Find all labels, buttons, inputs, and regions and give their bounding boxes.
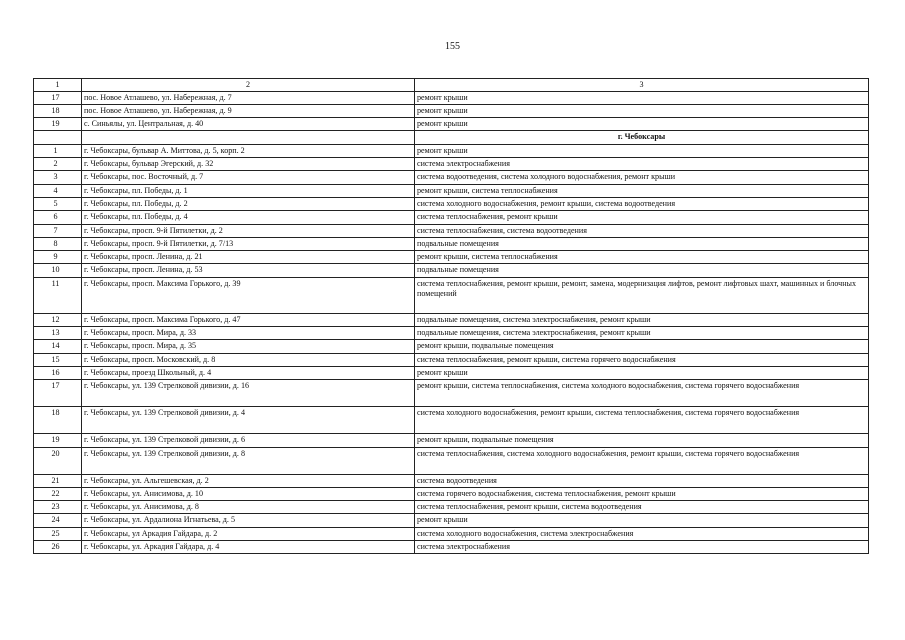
table-row: [34, 313, 869, 326]
table-row: [34, 158, 869, 171]
row-number-cell: 8: [34, 237, 82, 250]
address-cell: г. Чебоксары, просп. Максима Горького, д. 39: [82, 277, 415, 313]
address-cell: г. Чебоксары, просп. Мира, д. 35: [82, 340, 415, 353]
work-type-cell: ремонт крыши, подвальные помещения: [415, 434, 869, 447]
address-cell: г. Чебоксары, пл. Победы, д. 1: [82, 184, 415, 197]
work-type-cell: подвальные помещения, система электроснабжения, ремонт крыши: [415, 313, 869, 326]
address-cell: г. Чебоксары, пл. Победы, д. 4: [82, 211, 415, 224]
work-type-cell: система водоотведения: [415, 474, 869, 487]
table-row: [34, 264, 869, 277]
address-cell: г. Чебоксары, просп. Ленина, д. 21: [82, 251, 415, 264]
table-header-row: [34, 79, 869, 92]
work-type-cell: подвальные помещения: [415, 237, 869, 250]
section-empty-cell: [34, 131, 82, 144]
address-cell: г. Чебоксары, ул. Ардалиона Игнатьева, д. 5: [82, 514, 415, 527]
work-type-cell: система теплоснабжения, ремонт крыши, система горячего водоснабжения: [415, 353, 869, 366]
address-cell: г. Чебоксары, просп. Ленина, д. 53: [82, 264, 415, 277]
address-cell: г. Чебоксары, ул. 139 Стрелковой дивизии, д. 4: [82, 407, 415, 434]
table-row: [34, 447, 869, 474]
header-cell-col3: 3: [415, 79, 869, 92]
work-type-cell: ремонт крыши: [415, 91, 869, 104]
row-number-cell: 12: [34, 313, 82, 326]
table-row: [34, 340, 869, 353]
table-row: [34, 171, 869, 184]
address-cell: пос. Новое Атлашево, ул. Набережная, д. 7: [82, 91, 415, 104]
table-row: [34, 104, 869, 117]
row-number-cell: 17: [34, 91, 82, 104]
address-cell: г. Чебоксары, ул. Анисимова, д. 8: [82, 501, 415, 514]
table-row: [34, 197, 869, 210]
table-row: [34, 366, 869, 379]
address-cell: г. Чебоксары, ул. 139 Стрелковой дивизии, д. 16: [82, 380, 415, 407]
work-type-cell: ремонт крыши, подвальные помещения: [415, 340, 869, 353]
row-number-cell: 26: [34, 541, 82, 554]
row-number-cell: 19: [34, 434, 82, 447]
address-cell: г. Чебоксары, просп. Московский, д. 8: [82, 353, 415, 366]
row-number-cell: 14: [34, 340, 82, 353]
work-type-cell: система теплоснабжения, ремонт крыши, ремонт, замена, модернизация лифтов, ремонт лифтовых шахт, машинных и блочных помещений: [415, 277, 869, 313]
table-row: [34, 184, 869, 197]
row-number-cell: 5: [34, 197, 82, 210]
work-type-cell: система теплоснабжения, ремонт крыши, система водоотведения: [415, 501, 869, 514]
address-cell: пос. Новое Атлашево, ул. Набережная, д. 9: [82, 104, 415, 117]
header-cell-col2: 2: [82, 79, 415, 92]
address-cell: г. Чебоксары, просп. Максима Горького, д. 47: [82, 313, 415, 326]
row-number-cell: 17: [34, 380, 82, 407]
table-row: [34, 407, 869, 434]
table-row: [34, 224, 869, 237]
work-type-cell: система теплоснабжения, система водоотведения: [415, 224, 869, 237]
row-number-cell: 18: [34, 104, 82, 117]
table-row: [34, 474, 869, 487]
row-number-cell: 10: [34, 264, 82, 277]
work-type-cell: ремонт крыши: [415, 514, 869, 527]
address-cell: с. Синьялы, ул. Центральная, д. 40: [82, 118, 415, 131]
address-cell: г. Чебоксары, ул. 139 Стрелковой дивизии, д. 8: [82, 447, 415, 474]
table-row: [34, 91, 869, 104]
row-number-cell: 4: [34, 184, 82, 197]
row-number-cell: 2: [34, 158, 82, 171]
address-cell: г. Чебоксары, ул. Анисимова, д. 10: [82, 487, 415, 500]
work-type-cell: ремонт крыши, система теплоснабжения: [415, 251, 869, 264]
address-cell: г. Чебоксары, пл. Победы, д. 2: [82, 197, 415, 210]
section-title: г. Чебоксары: [415, 131, 869, 144]
row-number-cell: 9: [34, 251, 82, 264]
work-type-cell: подвальные помещения: [415, 264, 869, 277]
work-type-cell: система теплоснабжения, система холодного водоснабжения, ремонт крыши, система горячего водоснабжения: [415, 447, 869, 474]
row-number-cell: 21: [34, 474, 82, 487]
row-number-cell: 25: [34, 527, 82, 540]
address-cell: г. Чебоксары, ул. 139 Стрелковой дивизии, д. 6: [82, 434, 415, 447]
address-cell: г. Чебоксары, бульвар Эгерский, д. 32: [82, 158, 415, 171]
address-cell: г. Чебоксары, просп. Мира, д. 33: [82, 327, 415, 340]
work-type-cell: ремонт крыши: [415, 144, 869, 157]
table-row: [34, 211, 869, 224]
table-row: [34, 527, 869, 540]
row-number-cell: 22: [34, 487, 82, 500]
row-number-cell: 24: [34, 514, 82, 527]
table-row: [34, 501, 869, 514]
work-type-cell: ремонт крыши: [415, 366, 869, 379]
address-cell: г. Чебоксары, пос. Восточный, д. 7: [82, 171, 415, 184]
repair-table: [33, 78, 869, 554]
table-row: [34, 380, 869, 407]
table-row: [34, 434, 869, 447]
header-cell-col1: 1: [34, 79, 82, 92]
page-number: 155: [445, 41, 460, 52]
work-type-cell: подвальные помещения, система электроснабжения, ремонт крыши: [415, 327, 869, 340]
row-number-cell: 7: [34, 224, 82, 237]
work-type-cell: система холодного водоснабжения, система электроснабжения: [415, 527, 869, 540]
work-type-cell: ремонт крыши: [415, 118, 869, 131]
work-type-cell: система теплоснабжения, ремонт крыши: [415, 211, 869, 224]
address-cell: г. Чебоксары, проезд Школьный, д. 4: [82, 366, 415, 379]
table-row: [34, 144, 869, 157]
address-cell: г. Чебоксары, ул Аркадия Гайдара, д. 2: [82, 527, 415, 540]
row-number-cell: 15: [34, 353, 82, 366]
row-number-cell: 11: [34, 277, 82, 313]
work-type-cell: система холодного водоснабжения, ремонт крыши, система водоотведения: [415, 197, 869, 210]
table-row: [34, 251, 869, 264]
address-cell: г. Чебоксары, ул. Аркадия Гайдара, д. 4: [82, 541, 415, 554]
work-type-cell: система водоотведения, система холодного водоснабжения, ремонт крыши: [415, 171, 869, 184]
work-type-cell: ремонт крыши, система теплоснабжения: [415, 184, 869, 197]
table-row: [34, 327, 869, 340]
row-number-cell: 1: [34, 144, 82, 157]
section-row: [34, 131, 869, 144]
work-type-cell: система электроснабжения: [415, 158, 869, 171]
work-type-cell: система холодного водоснабжения, ремонт крыши, система теплоснабжения, система горячего водоснабжения: [415, 407, 869, 434]
table-row: [34, 277, 869, 313]
row-number-cell: 23: [34, 501, 82, 514]
address-cell: г. Чебоксары, просп. 9-й Пятилетки, д. 7/13: [82, 237, 415, 250]
address-cell: г. Чебоксары, просп. 9-й Пятилетки, д. 2: [82, 224, 415, 237]
row-number-cell: 19: [34, 118, 82, 131]
address-cell: г. Чебоксары, бульвар А. Миттова, д. 5, корп. 2: [82, 144, 415, 157]
address-cell: г. Чебоксары, ул. Альгешевская, д. 2: [82, 474, 415, 487]
table-row: [34, 118, 869, 131]
row-number-cell: 3: [34, 171, 82, 184]
row-number-cell: 16: [34, 366, 82, 379]
work-type-cell: система электроснабжения: [415, 541, 869, 554]
table-row: [34, 541, 869, 554]
row-number-cell: 20: [34, 447, 82, 474]
row-number-cell: 6: [34, 211, 82, 224]
table-row: [34, 487, 869, 500]
table-row: [34, 237, 869, 250]
table-row: [34, 353, 869, 366]
row-number-cell: 18: [34, 407, 82, 434]
section-empty-cell: [82, 131, 415, 144]
table-body: [34, 79, 869, 554]
row-number-cell: 13: [34, 327, 82, 340]
work-type-cell: ремонт крыши: [415, 104, 869, 117]
work-type-cell: ремонт крыши, система теплоснабжения, система холодного водоснабжения, система горячего водоснабжения: [415, 380, 869, 407]
table-row: [34, 514, 869, 527]
work-type-cell: система горячего водоснабжения, система теплоснабжения, ремонт крыши: [415, 487, 869, 500]
